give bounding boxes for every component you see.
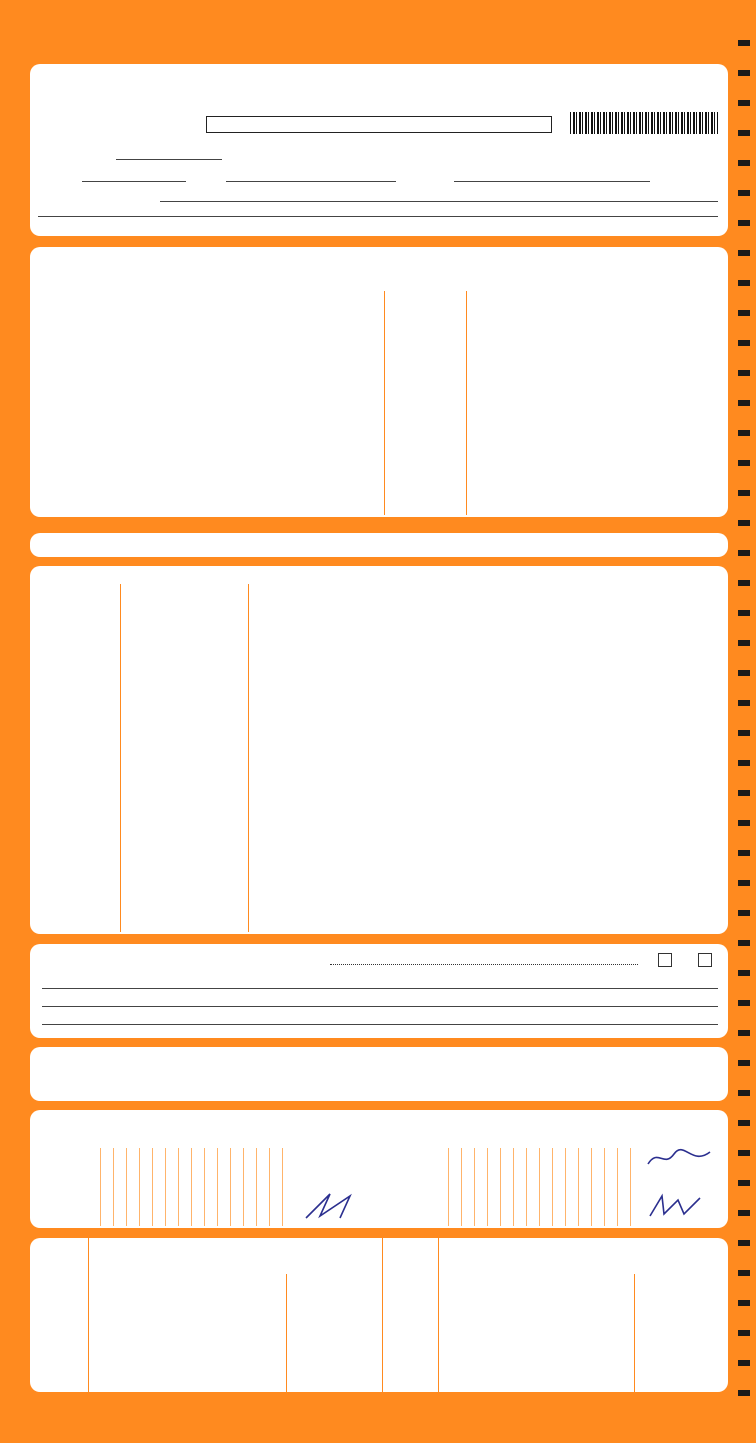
edge-mark bbox=[738, 880, 750, 886]
mesa-panel bbox=[30, 1110, 728, 1228]
edge-mark bbox=[738, 220, 750, 226]
edge-mark bbox=[738, 190, 750, 196]
edge-mark bbox=[738, 1300, 750, 1306]
edge-mark bbox=[738, 40, 750, 46]
edge-mark bbox=[738, 70, 750, 76]
no-checkbox[interactable] bbox=[698, 953, 712, 967]
barcode bbox=[570, 112, 718, 134]
edge-mark bbox=[738, 1000, 750, 1006]
edge-mark bbox=[738, 970, 750, 976]
edge-mark bbox=[738, 280, 750, 286]
edge-mark bbox=[738, 820, 750, 826]
si-checkbox[interactable] bbox=[658, 953, 672, 967]
edge-mark bbox=[738, 850, 750, 856]
escrutinio-panel bbox=[30, 247, 728, 517]
edge-mark bbox=[738, 670, 750, 676]
edge-mark bbox=[738, 610, 750, 616]
edge-mark bbox=[738, 310, 750, 316]
edge-mark bbox=[738, 520, 750, 526]
edge-mark bbox=[738, 640, 750, 646]
edge-mark bbox=[738, 1120, 750, 1126]
resultados-panel bbox=[30, 566, 728, 934]
edge-mark bbox=[738, 1360, 750, 1366]
edge-mark bbox=[738, 430, 750, 436]
edge-mark bbox=[738, 400, 750, 406]
edge-mark bbox=[738, 790, 750, 796]
edge-mark bbox=[738, 1270, 750, 1276]
edge-mark bbox=[738, 760, 750, 766]
edge-mark bbox=[738, 1150, 750, 1156]
urna-strip bbox=[30, 533, 728, 557]
header-panel bbox=[30, 64, 728, 236]
edge-mark bbox=[738, 460, 750, 466]
legal-panel bbox=[30, 1047, 728, 1101]
segundo-escrutador-firma bbox=[644, 1190, 708, 1222]
edge-mark bbox=[738, 370, 750, 376]
edge-mark bbox=[738, 700, 750, 706]
edge-mark bbox=[738, 490, 750, 496]
incidentes-panel bbox=[30, 944, 728, 1038]
edge-mark bbox=[738, 340, 750, 346]
primer-escrutador-firma bbox=[300, 1188, 364, 1224]
edge-mark bbox=[738, 250, 750, 256]
edge-mark bbox=[738, 1240, 750, 1246]
edge-mark bbox=[738, 910, 750, 916]
edge-mark bbox=[738, 1210, 750, 1216]
edge-mark bbox=[738, 940, 750, 946]
secretario-firma bbox=[644, 1146, 716, 1170]
edge-mark bbox=[738, 130, 750, 136]
edge-mark bbox=[738, 1390, 750, 1396]
edge-mark bbox=[738, 1180, 750, 1186]
edge-mark bbox=[738, 730, 750, 736]
edge-mark bbox=[738, 550, 750, 556]
edge-mark bbox=[738, 160, 750, 166]
acta-subtitle bbox=[206, 116, 552, 133]
edge-mark bbox=[738, 100, 750, 106]
edge-mark bbox=[738, 580, 750, 586]
representantes-panel bbox=[30, 1238, 728, 1392]
edge-mark bbox=[738, 1060, 750, 1066]
edge-mark bbox=[738, 1030, 750, 1036]
edge-mark bbox=[738, 1090, 750, 1096]
edge-mark bbox=[738, 1330, 750, 1336]
